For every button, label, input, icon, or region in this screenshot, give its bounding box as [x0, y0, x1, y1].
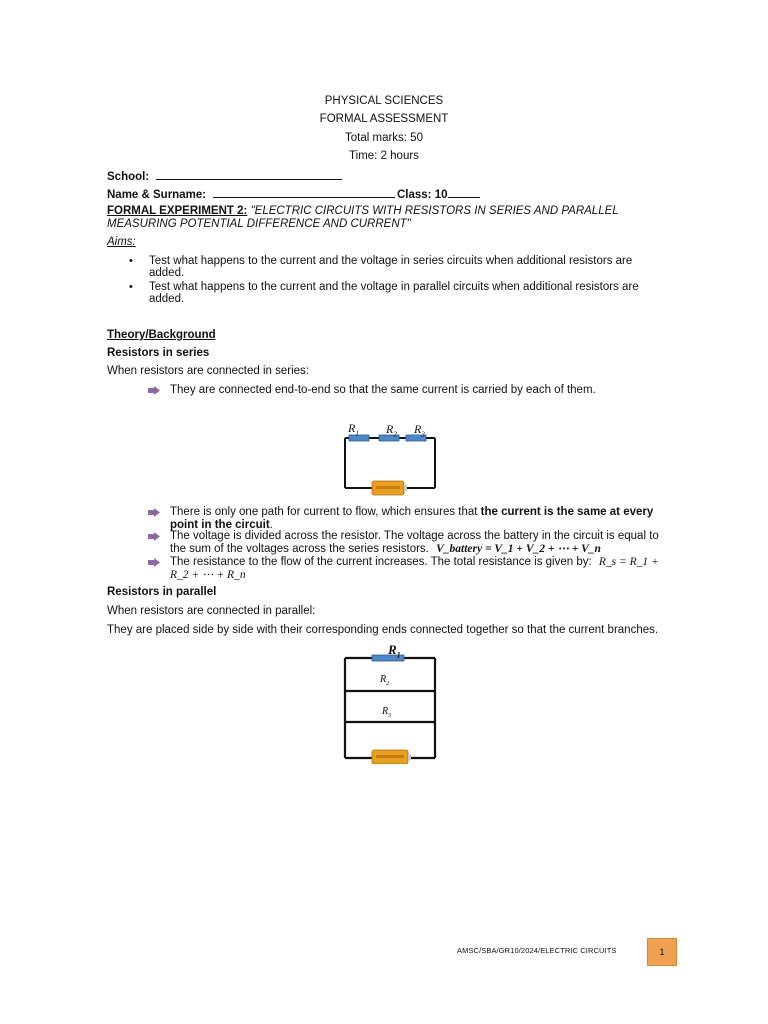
page-number: 1: [647, 938, 677, 966]
aims-heading: Aims:: [107, 236, 136, 248]
theory-heading: Theory/Background: [107, 329, 216, 341]
series-label-r3: $R_3$: [414, 422, 425, 439]
class-field: [397, 187, 480, 202]
experiment-label: FORMAL EXPERIMENT 2:: [107, 205, 248, 217]
arrow-bullet-icon: [148, 508, 160, 517]
name-label: Name & Surname:: [107, 189, 207, 201]
name-blank[interactable]: [213, 187, 395, 198]
series-label-r1: $R_1$: [348, 421, 359, 438]
parallel-heading: Resistors in parallel: [107, 586, 217, 598]
name-field: [107, 187, 395, 202]
series-point-3-line1: The voltage is divided across the resistor. The voltage across the battery in the circuit is equal to: [170, 530, 659, 542]
bullet-dot-icon: •: [129, 255, 133, 267]
parallel-label-r1: $R_1$: [388, 642, 401, 660]
header-line-2: FORMAL ASSESSMENT: [319, 113, 449, 125]
voltage-sum-formula: V_battery = V_1 + V_2 + ⋯ + V_n: [436, 543, 601, 555]
resistance-formula-b: R_2 + ⋯ + R_n: [170, 569, 246, 581]
header-line-4: Time: 2 hours: [349, 150, 419, 162]
experiment-title-line1: "ELECTRIC CIRCUITS WITH RESISTORS IN SERIES AND PARALLEL: [250, 205, 619, 217]
series-point-2: There is only one path for current to flow, which ensures that the current is the same at every point in the circuit.: [170, 506, 654, 531]
experiment-title: [107, 205, 673, 218]
series-point-1: They are connected end-to-end so that the same current is carried by each of them.: [170, 384, 596, 396]
header-line-3: Total marks: 50: [345, 132, 423, 144]
series-intro: When resistors are connected in series:: [107, 365, 309, 377]
battery-icon: [372, 481, 407, 495]
parallel-intro: When resistors are connected in parallel:: [107, 605, 316, 617]
aim-2-line1: Test what happens to the current and the voltage in parallel circuits when additional resistors are: [149, 281, 639, 293]
parallel-label-r3: $R_3$: [382, 706, 392, 719]
series-point-4-line1: The resistance to the flow of the current increases. The total resistance is given by: R_s = R_1 +: [170, 556, 659, 568]
aim-1-line1: Test what happens to the current and the voltage in series circuits when additional resistors are: [149, 255, 633, 267]
battery-icon: [372, 750, 411, 764]
series-point-3-line2: the sum of the voltages across the series resistors. V_battery = V_1 + V_2 + ⋯ + V_n: [170, 543, 601, 555]
school-label: School:: [107, 171, 150, 183]
header-line-1: PHYSICAL SCIENCES: [324, 95, 444, 107]
parallel-label-r2: $R_2$: [380, 674, 390, 687]
series-label-r2: $R_2$: [386, 422, 397, 439]
aim-1-line2: added.: [149, 267, 185, 279]
school-field: [107, 169, 342, 184]
bullet-dot-icon: •: [129, 281, 133, 293]
series-heading: Resistors in series: [107, 347, 210, 359]
class-blank[interactable]: [448, 187, 480, 198]
arrow-bullet-icon: [148, 532, 160, 541]
resistance-formula-a: R_s = R_1 +: [598, 556, 659, 568]
arrow-bullet-icon: [148, 558, 160, 567]
aim-2-line2: added.: [149, 293, 185, 305]
school-blank[interactable]: [156, 169, 342, 180]
experiment-title-line2: MEASURING POTENTIAL DIFFERENCE AND CURRENT": [107, 218, 411, 230]
arrow-bullet-icon: [148, 386, 160, 395]
parallel-desc: They are placed side by side with their corresponding ends connected together so that the current branches.: [107, 624, 659, 636]
class-label: Class: 10: [397, 189, 448, 201]
footer-code: AMSC/SBA/GR10/2024/ELECTRIC CIRCUITS: [457, 946, 617, 955]
